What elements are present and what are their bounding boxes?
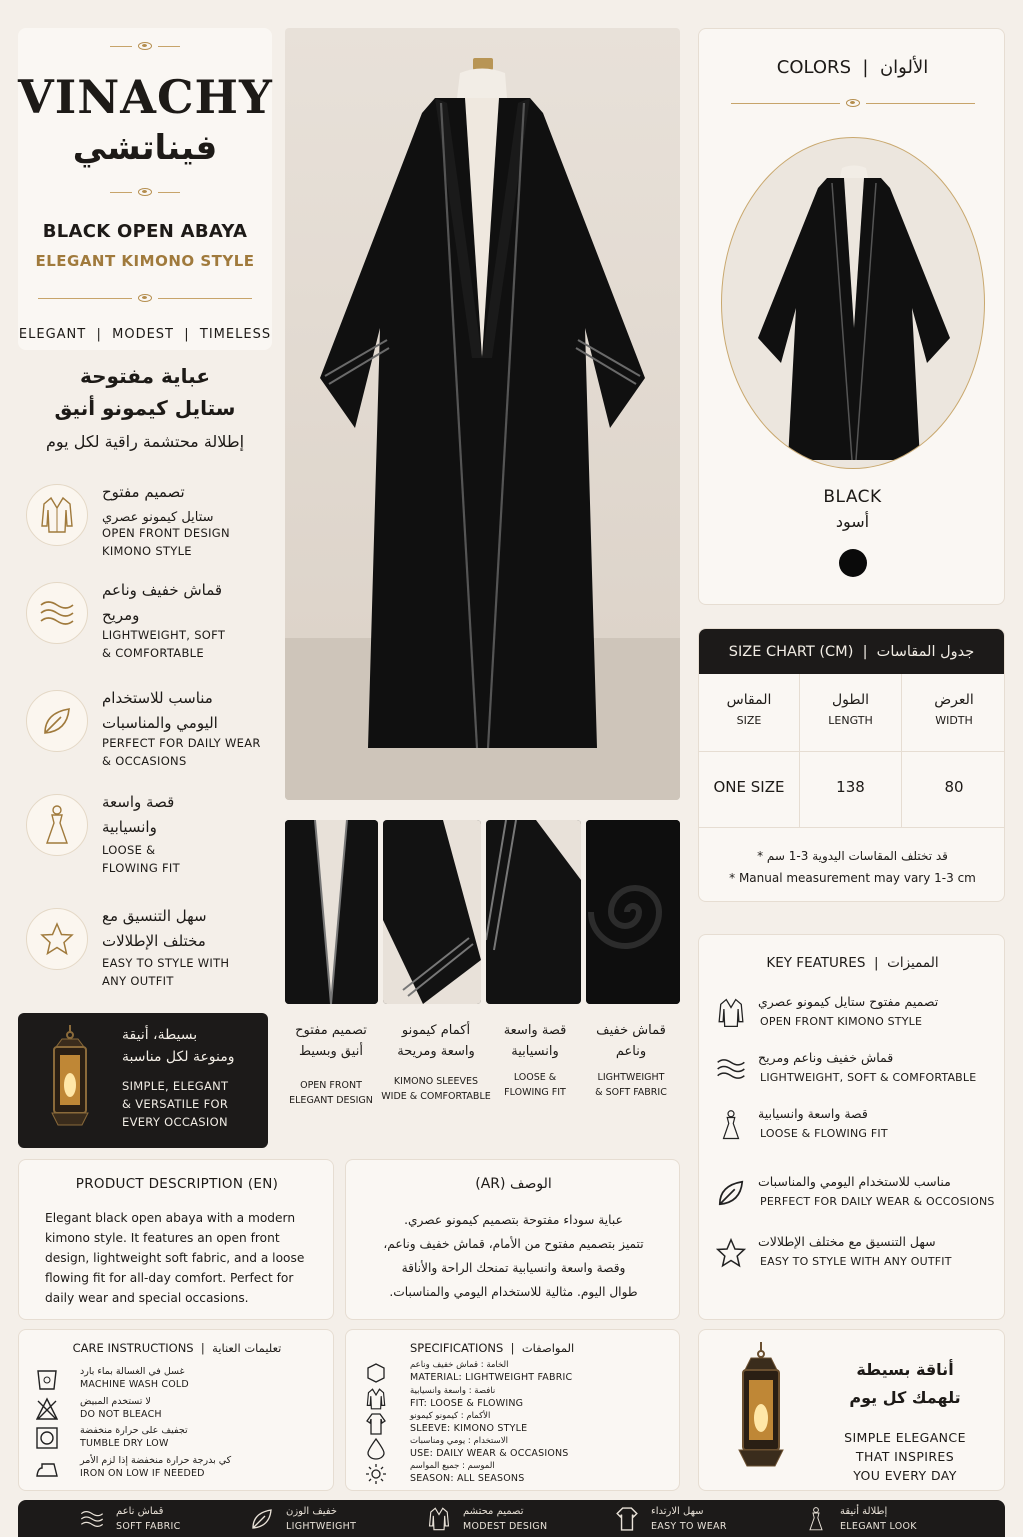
lantern-ar-2: تلهمك كل يوم [849,1388,961,1407]
waves-icon [26,582,88,644]
spec-item-3: الأكمام : كيمونو كيمونو SLEEVE: KIMONO STYLE [366,1413,666,1439]
size-note-en: * Manual measurement may vary 1-3 cm [729,871,976,885]
leaf-icon [716,1178,746,1208]
thumbnail-3[interactable] [486,820,581,1004]
leaf-icon [26,690,88,752]
promo-en-1: SIMPLE, ELEGANT [122,1079,229,1093]
key-feature-1: تصميم مفتوح ستايل كيمونو عصري OPEN FRONT KIMONO STYLE [716,994,996,1044]
sleeve-icon [366,1413,386,1435]
brand-card [18,28,272,350]
spec-item-5: الموسم : جميع المواسم SEASON: ALL SEASONS [366,1463,666,1489]
feature-en: PERFECT FOR DAILY WEAR & OCCASIONS [102,736,261,768]
bottom-item-1: قماش ناعم SOFT FABRIC [80,1500,250,1537]
product-subtitle: ELEGANT KIMONO STYLE [35,252,255,270]
key-feature-2: قماش خفيف وناعم ومريح LIGHTWEIGHT, SOFT & COMFORTABLE [716,1050,996,1100]
size-chart-grid [699,674,1005,826]
feature-ar: مناسب للاستخدام اليومي والمناسبات [102,689,218,732]
lantern-ar-1: أناقة بسيطة [856,1360,954,1379]
key-feature-3: قصة واسعة وانسيابية LOOSE & FLOWING FIT [716,1106,996,1156]
feature-en: EASY TO STYLE WITH ANY OUTFIT [102,956,230,988]
lantern-en-3: YOU EVERY DAY [853,1468,957,1483]
specs-header: SPECIFICATIONS | المواصفات [410,1341,575,1355]
promo-ar-1: بسيطة، أنيقة [122,1027,198,1043]
product-tagline: ELEGANT | MODEST | TIMELESS [18,327,272,342]
feature-ar: سهل التنسيق مع مختلف الإطلالات [102,907,207,950]
feature-en: OPEN FRONT DESIGN KIMONO STYLE [102,526,230,558]
key-feature-5: سهل التنسيق مع مختلف الإطلالات EASY TO STYLE WITH ANY OUTFIT [716,1234,996,1284]
ornament-colors [731,99,975,107]
promo-en-3: EVERY OCCASION [122,1115,228,1129]
color-name-en: BLACK [823,487,882,507]
colors-header: COLORS | الألوان [776,57,929,78]
bottom-item-5: إطلالة أنيقة ELEGANT LOOK [804,1500,974,1537]
thumbnail-4[interactable] [586,820,680,1004]
description-en-header: PRODUCT DESCRIPTION (EN) [75,1176,279,1192]
robe-icon [366,1388,386,1410]
robe-icon [427,1507,451,1531]
ar-title-2: ستايل كيمونو أنيق [54,396,236,420]
cell-width: 80 [902,752,1005,828]
colors-card [698,28,1005,605]
ornament-divider [38,294,252,302]
feature-en: LOOSE & FLOWING FIT [102,843,180,875]
spec-item-2: نافصة : واسعة وانسيابية FIT: LOOSE & FLOWING [366,1388,666,1414]
description-ar-header: (AR) الوصف [475,1176,552,1192]
description-en-body: Elegant black open abaya with a modern kimono style. It features an open front design, lightweight soft fabric, and a loose flowing fit for all-day comfort. Perfect for daily wear and special occasions. [45,1211,305,1305]
bottom-item-3: تصميم محتشم MODEST DESIGN [427,1500,597,1537]
lantern-en-1: SIMPLE ELEGANCE [844,1430,966,1445]
promo-box [18,1013,268,1148]
col-length: الطول LENGTH [800,674,902,752]
waves-icon [80,1507,104,1531]
brand-name-en: VINACHY [18,70,273,124]
thumbnail-caption-2: أكمام كيمونو واسعة ومريحة KIMONO SLEEVES WIDE & COMFORTABLE [381,1023,491,1102]
col-width: العرض WIDTH [902,674,1005,752]
promo-ar-2: ومنوعة لكل مناسبة [122,1049,235,1065]
description-ar-card [345,1159,680,1320]
ar-tagline: إطلالة محتشمة راقية لكل يوم [45,432,245,451]
promo-en-2: & VERSATILE FOR [122,1097,229,1111]
sun-icon [366,1463,386,1485]
star-icon [26,908,88,970]
size-chart-card [698,628,1005,902]
bottom-item-4: سهل الارتداء EASY TO WEAR [615,1500,785,1537]
care-item-4: كي بدرجة حرارة منخفضة إذا لزم الأمر IRON ON LOW IF NEEDED [36,1456,316,1486]
thumbnail-caption-4: قماش خفيف وناعم LIGHTWEIGHT & SOFT FABRIC [595,1023,667,1098]
abaya-illustration [285,28,680,800]
lantern-icon [38,1023,102,1138]
fabric-icon [366,1362,386,1384]
dress-icon [716,1110,746,1140]
key-features-header: KEY FEATURES | المميزات [766,955,939,971]
color-swatch-black[interactable] [839,549,867,577]
care-item-1: غسل في الغسالة بماء بارد MACHINE WASH COLD [36,1367,316,1397]
drop-icon [366,1438,386,1460]
size-chart-header: SIZE CHART (CM) | جدول المقاسات [699,629,1004,674]
iron-icon [36,1456,58,1480]
dress-icon [26,794,88,856]
care-item-3: تجفيف على حرارة منخفضة TUMBLE DRY LOW [36,1426,316,1456]
cell-length: 138 [800,752,902,828]
thumbnail-1[interactable] [285,820,378,1004]
description-ar-body: عباية سوداء مفتوحة بتصميم كيمونو عصري. تتميز بتصميم مفتوح من الأمام، قماش خفيف وناعم، وقصة واسعة وانسيابية تمنحك الراحة والأناقة طوال اليوم. مثالية للاستخدام اليومي والمناسبات. [383,1213,644,1299]
shirt-icon [615,1507,639,1531]
color-preview-oval[interactable] [721,137,985,469]
dress-icon [804,1507,828,1531]
key-feature-4: مناسب للاستخدام اليومي والمناسبات PERFECT FOR DAILY WEAR & OCCOSIONS [716,1174,996,1224]
ornament-top [110,42,180,50]
care-item-2: لا تستخدم المبيض DO NOT BLEACH [36,1397,316,1427]
description-en-card [18,1159,334,1320]
star-icon [716,1238,746,1268]
tumble-dry-icon [36,1426,58,1450]
leaf-icon [250,1507,274,1531]
care-header: CARE INSTRUCTIONS | تعليمات العناية [72,1341,282,1355]
lantern-card [698,1329,1005,1491]
thumbnail-2[interactable] [383,820,481,1004]
robe-icon [716,998,746,1028]
left-feature-2 [22,578,272,678]
lantern-icon [727,1340,795,1485]
left-feature-3 [22,686,272,786]
feature-ar: قماش خفيف وناعم ومريح [102,581,223,624]
ornament-mid [110,188,180,196]
bottom-item-2: خفيف الوزن LIGHTWEIGHT [250,1500,420,1537]
product-title: BLACK OPEN ABAYA [42,221,248,242]
left-feature-1 [22,480,272,580]
feature-en: LIGHTWEIGHT, SOFT & COMFORTABLE [102,628,226,660]
col-size: المقاس SIZE [699,674,800,752]
ar-title-1: عباية مفتوحة [80,364,210,388]
thumbnail-caption-3: قصة واسعة وانسيابية LOOSE & FLOWING FIT [503,1023,567,1098]
feature-ar: تصميم مفتوح ستايل كيمونو عصري [102,483,214,525]
thumbnail-caption-1: تصميم مفتوح أنيق وبسيط OPEN FRONT ELEGANT DESIGN [289,1023,373,1106]
spec-item-1: الخامة : قماش خفيف وناعم MATERIAL: LIGHTWEIGHT FABRIC [366,1362,666,1388]
robe-icon [26,484,88,546]
left-feature-5 [22,904,272,1004]
feature-ar: قصة واسعة وانسيابية [102,793,175,836]
spec-item-4: الاستخدام : يومي ومناسبات USE: DAILY WEAR & OCCASIONS [366,1438,666,1464]
color-name-ar: أسود [835,512,870,531]
lantern-en-2: THAT INSPIRES [855,1449,955,1464]
size-note-ar: * قد تختلف المقاسات اليدوية 3-1 سم [757,849,948,863]
brand-name-ar: فيناتشي [72,128,218,168]
cell-size: ONE SIZE [699,752,800,828]
no-bleach-icon [36,1397,58,1421]
waves-icon [716,1054,746,1084]
main-product-image[interactable] [285,28,680,800]
wash-icon [36,1367,58,1391]
left-feature-4 [22,790,272,890]
bottom-feature-bar [18,1500,1005,1537]
